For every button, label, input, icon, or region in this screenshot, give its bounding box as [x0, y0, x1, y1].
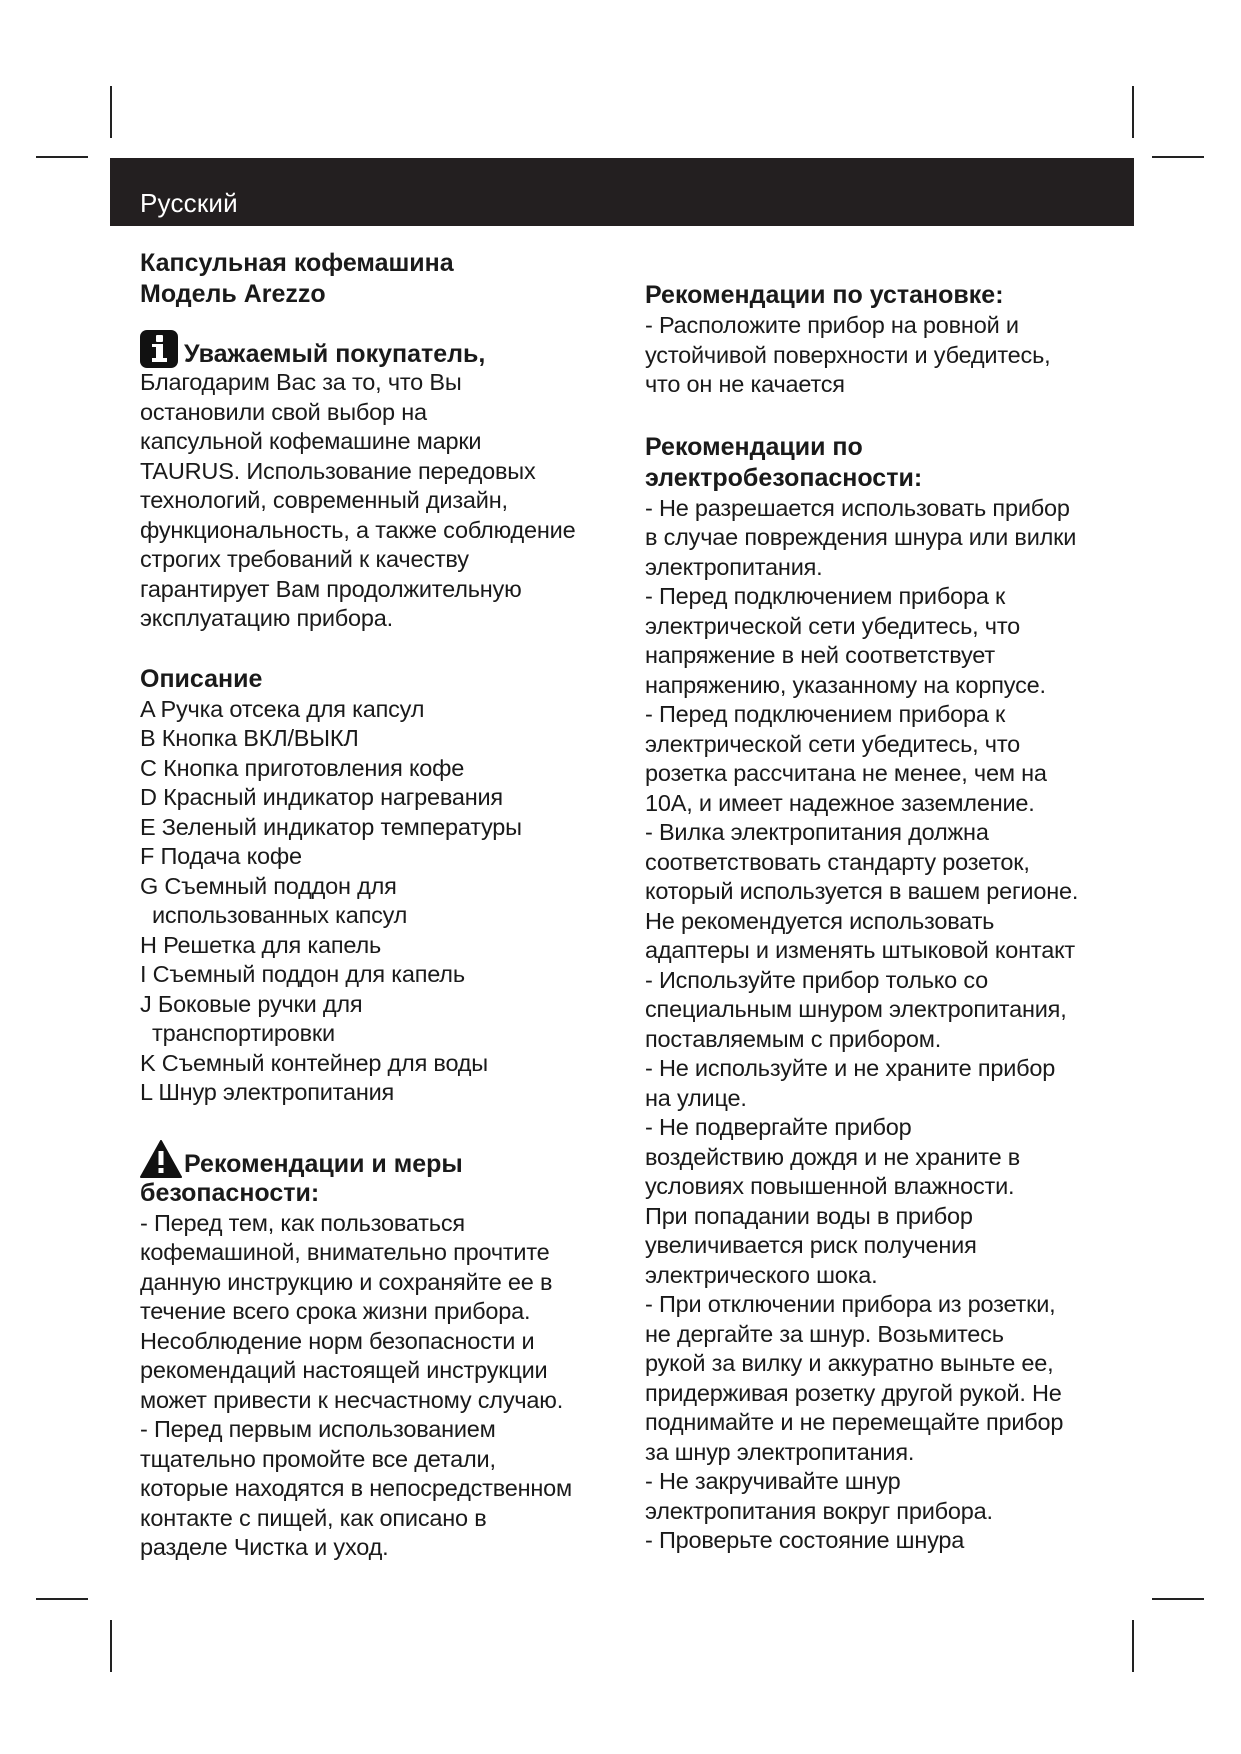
crop-mark-bottom-left — [110, 1620, 112, 1672]
electrical-line: соответствовать стандарту розеток, — [645, 848, 1030, 875]
description-item: I Съемный поддон для капель — [140, 961, 465, 987]
right-column — [645, 280, 1115, 1556]
description-item: K Съемный контейнер для воды — [140, 1049, 489, 1076]
installation-line: что он не качается — [645, 371, 845, 397]
electrical-line: увеличивается риск получения — [645, 1232, 977, 1258]
electrical-line: При попадании воды в прибор — [645, 1202, 973, 1229]
installation-line: устойчивой поверхности и убедитесь, — [645, 341, 1051, 368]
greeting-line: остановили свой выбор на — [140, 398, 427, 425]
safety-heading — [140, 1140, 620, 1178]
description-item: J Боковые ручки для — [140, 990, 363, 1017]
electrical-line: электрической сети убедитесь, что — [645, 730, 1020, 757]
electrical-line: - Не закручивайте шнур — [645, 1468, 901, 1494]
electrical-line: электропитания вокруг прибора. — [645, 1497, 993, 1524]
description-item: F Подача кофе — [140, 843, 302, 869]
safety-line: контакте с пищей, как описано в — [140, 1504, 487, 1531]
electrical-line: за шнур электропитания. — [645, 1438, 915, 1465]
description-item: L Шнур электропитания — [140, 1079, 395, 1105]
electrical-line: поднимайте и не перемещайте прибор — [645, 1409, 1064, 1435]
electrical-line: условиях повышенной влажности. — [645, 1173, 1015, 1199]
warning-icon — [140, 1140, 182, 1178]
description-item: B Кнопка ВКЛ/ВЫКЛ — [140, 725, 359, 751]
safety-line: разделе Чистка и уход. — [140, 1534, 389, 1560]
safety-line: течение всего срока жизни прибора. — [140, 1298, 531, 1324]
electrical-paragraph — [645, 494, 1115, 1556]
safety-line: - Перед тем, как пользоваться — [140, 1209, 465, 1236]
greeting-line: технологий, современный дизайн, — [140, 487, 508, 513]
electrical-heading — [645, 432, 1115, 494]
electrical-line: не дергайте за шнур. Возьмитесь — [645, 1320, 1004, 1347]
electrical-line: - Перед подключением прибора к — [645, 583, 1006, 609]
electrical-line: специальным шнуром электропитания, — [645, 996, 1067, 1022]
description-item: H Решетка для капель — [140, 931, 382, 958]
language-header-bar — [110, 158, 1134, 226]
safety-heading-line: безопасности: — [140, 1178, 320, 1207]
product-title — [140, 248, 620, 310]
electrical-line: рукой за вилку и аккуратно выньте ее, — [645, 1350, 1054, 1376]
crop-mark-bottom-left-h — [36, 1598, 88, 1600]
electrical-line: - Не разрешается использовать прибор — [645, 494, 1070, 521]
electrical-line: на улице. — [645, 1084, 747, 1111]
crop-mark-top-right-h — [1152, 156, 1204, 158]
greeting-line: эксплуатацию прибора. — [140, 605, 393, 631]
crop-mark-top-left — [110, 86, 112, 138]
electrical-heading-line: электробезопасности: — [645, 463, 923, 492]
description-list — [140, 695, 620, 1108]
description-item: D Красный индикатор нагревания — [140, 784, 503, 810]
crop-mark-top-right — [1132, 86, 1134, 138]
electrical-line: - При отключении прибора из розетки, — [645, 1291, 1056, 1317]
description-item: E Зеленый индикатор температуры — [140, 813, 522, 840]
electrical-line: - Вилка электропитания должна — [645, 819, 989, 845]
electrical-line: Не рекомендуется использовать — [645, 907, 995, 934]
greeting-paragraph — [140, 368, 620, 634]
electrical-line: - Перед подключением прибора к — [645, 701, 1006, 727]
electrical-line: - Не используйте и не храните прибор — [645, 1055, 1056, 1081]
electrical-line: электропитания. — [645, 553, 823, 580]
safety-line: которые находятся в непосредственном — [140, 1475, 572, 1501]
electrical-line: придерживая розетку другой рукой. Не — [645, 1379, 1062, 1406]
safety-line: кофемашиной, внимательно прочтите — [140, 1239, 550, 1265]
greeting-line: Благодарим Вас за то, что Вы — [140, 369, 462, 395]
description-item: транспортировки — [152, 1020, 335, 1046]
safety-heading-line: Рекомендации и меры — [184, 1149, 463, 1178]
greeting-line: строгих требований к качеству — [140, 546, 469, 572]
description-item: использованных капсул — [152, 902, 408, 928]
electrical-line: электрического шока. — [645, 1261, 878, 1288]
electrical-line: электрической сети убедитесь, что — [645, 612, 1020, 639]
installation-heading: Рекомендации по установке: — [645, 281, 1004, 309]
electrical-line: адаптеры и изменять штыковой контакт — [645, 937, 1075, 963]
greeting-heading-text: Уважаемый покупатель, — [184, 340, 486, 368]
safety-line: может привести к несчастному случаю. — [140, 1386, 564, 1413]
safety-line: рекомендаций настоящей инструкции — [140, 1357, 548, 1383]
safety-line: данную инструкцию и сохраняйте ее в — [140, 1268, 553, 1295]
greeting-line: капсульной кофемашине марки — [140, 428, 482, 454]
electrical-line: воздействию дождя и не храните в — [645, 1143, 1021, 1170]
description-item: A Ручка отсека для капсул — [140, 695, 425, 722]
crop-mark-top-left-h — [36, 156, 88, 158]
description-item: C Кнопка приготовления кофе — [140, 754, 465, 781]
electrical-line: который используется в вашем регионе. — [645, 878, 1079, 904]
electrical-line: розетка рассчитана не менее, чем на — [645, 760, 1047, 786]
crop-mark-bottom-right — [1132, 1620, 1134, 1672]
info-icon — [140, 330, 178, 368]
safety-line: - Перед первым использованием — [140, 1416, 496, 1442]
electrical-line: - Используйте прибор только со — [645, 966, 989, 993]
product-model-line: Модель Arezzo — [140, 280, 326, 308]
electrical-line: - Проверьте состояние шнура — [645, 1527, 965, 1553]
installation-line: - Расположите прибор на ровной и — [645, 312, 1019, 338]
electrical-line: 10A, и имеет надежное заземление. — [645, 789, 1035, 816]
product-title-line: Капсульная кофемашина — [140, 249, 454, 277]
language-label: Русский — [140, 188, 238, 218]
description-heading: Описание — [140, 664, 263, 693]
safety-line: тщательно промойте все детали, — [140, 1445, 496, 1472]
description-item: G Съемный поддон для — [140, 872, 397, 899]
greeting-line: гарантирует Вам продолжительную — [140, 575, 522, 602]
greeting-line: функциональность, а также соблюдение — [140, 516, 576, 543]
safety-paragraph — [140, 1209, 620, 1563]
electrical-line: - Не подвергайте прибор — [645, 1114, 912, 1140]
greeting-line: TAURUS. Использование передовых — [140, 457, 536, 484]
installation-paragraph — [645, 311, 1115, 400]
greeting-heading — [140, 330, 620, 368]
electrical-line: поставляемым с прибором. — [645, 1025, 942, 1052]
safety-line: Несоблюдение норм безопасности и — [140, 1327, 535, 1354]
electrical-line: напряжению, указанному на корпусе. — [645, 671, 1046, 698]
electrical-line: в случае повреждения шнура или вилки — [645, 524, 1077, 550]
electrical-heading-line: Рекомендации по — [645, 432, 863, 461]
left-column — [140, 248, 620, 1563]
electrical-line: напряжение в ней соответствует — [645, 642, 995, 668]
crop-mark-bottom-right-h — [1152, 1598, 1204, 1600]
